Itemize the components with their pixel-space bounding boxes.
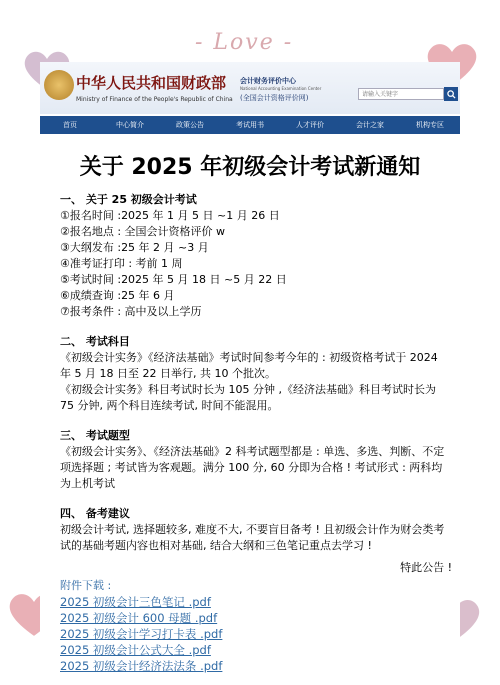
main-nav xyxy=(40,116,460,134)
paragraph: 《初级会计实务》科目考试时长为 105 分钟 ,《经济法基础》科目考试时长为 75 分钟, 两个科目连续考试, 时间不能混用。 xyxy=(60,383,436,412)
search-input[interactable]: 请输入关键字 xyxy=(358,88,444,100)
nav-item-about[interactable]: 中心简介 xyxy=(116,121,144,129)
center-logo xyxy=(240,76,321,103)
notice-page xyxy=(40,62,460,673)
attachments-label: 附件下载 : xyxy=(60,579,112,592)
center-subtitle: (全国会计资格评价网) xyxy=(240,94,309,102)
paragraph: 《初级会计实务》《经济法基础》考试时间参考今年的 : 初级资格考试于 2024 年 5 月 18 日至 22 日举行, 共 10 个批次。 xyxy=(60,351,438,380)
page-title: 关于 2025 年初级会计考试新通知 xyxy=(79,155,421,180)
section-title: 一、 关于 25 初级会计考试 xyxy=(60,193,197,206)
paragraph: 初级会计考试, 选择题较多, 难度不大, 不要盲目备考 ! 且初级会计作为财会类考试的基础考题内容也相对基础, 结合大纲和三色笔记重点去学习 ! xyxy=(60,523,445,552)
list-item: ⑦报考条件 : 高中及以上学历 xyxy=(60,305,202,318)
list-item: ②报名地点 : 全国会计资格评价 w xyxy=(60,225,226,238)
list-item: ③大纲发布 :25 年 2 月 ~3 月 xyxy=(60,241,209,254)
nav-item-institutions[interactable]: 机构专区 xyxy=(416,121,444,129)
list-item: ④准考证打印 : 考前 1 周 xyxy=(60,257,183,270)
notice-content xyxy=(60,192,452,674)
ministry-name-en: Ministry of Finance of the People's Republic of China xyxy=(76,96,233,103)
section-title: 四、 备考建议 xyxy=(60,507,130,520)
paragraph: 《初级会计实务》、《经济法基础》2 科考试题型都是 : 单选、多选、判断、不定项选择题 ; 考试皆为客观题。满分 100 分, 60 分即为合格 ! 考试形式 : 两科均为上机考试 xyxy=(60,445,445,490)
download-link[interactable]: 2025 初级会计 600 母题 .pdf xyxy=(60,611,218,625)
nav-item-home-of-accounting[interactable]: 会计之家 xyxy=(356,121,384,129)
section-title: 二、 考试科目 xyxy=(60,335,130,348)
list-item: ⑥成绩查询 :25 年 6 月 xyxy=(60,289,175,302)
nav-item-home[interactable]: 首页 xyxy=(63,121,77,129)
download-link[interactable]: 2025 初级会计公式大全 .pdf xyxy=(60,643,211,657)
national-emblem-icon xyxy=(44,70,74,100)
nav-item-talent[interactable]: 人才评价 xyxy=(296,121,324,129)
download-link[interactable]: 2025 初级会计三色笔记 .pdf xyxy=(60,595,211,609)
notice-closing: 特此公告 ! xyxy=(400,561,452,574)
list-item: ①报名时间 :2025 年 1 月 5 日 ~1 月 26 日 xyxy=(60,209,280,222)
nav-item-policy[interactable]: 政策公告 xyxy=(176,121,204,129)
center-name-en: National Accounting Examination Center xyxy=(240,86,322,91)
center-name-cn: 会计财务评价中心 xyxy=(240,77,296,85)
love-decoration-text: - Love - xyxy=(195,30,294,55)
search-icon xyxy=(447,90,456,99)
search-button[interactable] xyxy=(444,87,458,101)
nav-item-books[interactable]: 考试用书 xyxy=(236,121,264,129)
download-link[interactable]: 2025 初级会计学习打卡表 .pdf xyxy=(60,627,223,641)
download-link[interactable]: 2025 初级会计经济法法条 .pdf xyxy=(60,659,223,673)
site-header xyxy=(40,62,460,114)
list-item: ⑤考试时间 :2025 年 5 月 18 日 ~5 月 22 日 xyxy=(60,273,287,286)
section-title: 三、 考试题型 xyxy=(60,429,130,442)
ministry-name-cn: 中华人民共和国财政部 xyxy=(76,74,227,92)
